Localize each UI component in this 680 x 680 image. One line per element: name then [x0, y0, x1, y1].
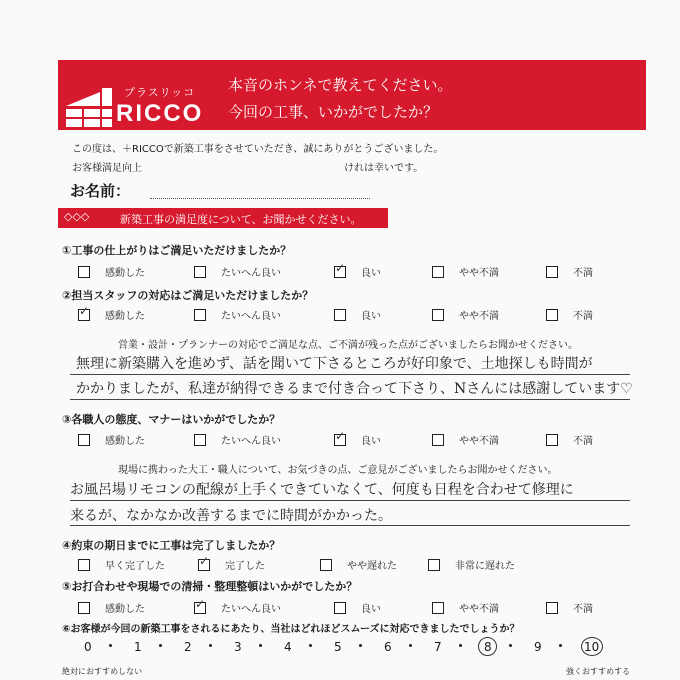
q1-option-1[interactable] — [78, 264, 145, 279]
name-field[interactable] — [150, 198, 370, 199]
check-icon: ✓ — [79, 303, 90, 318]
answer-rule — [70, 399, 630, 400]
selected-circle-icon — [478, 637, 497, 656]
scale-9[interactable]: 9 — [534, 640, 542, 654]
scale-6[interactable]: 6 — [384, 640, 392, 654]
q4-option-4[interactable] — [428, 557, 515, 572]
intro-line-1: この度は、＋RICCOで新築工事をさせていただき、誠にありがとうございました。 — [72, 144, 444, 155]
option-label: やや不満 — [459, 311, 499, 322]
q6-question: ⑥お客様が今回の新築工事をされるにあたり、当社はどれほどスムーズに対応できましたでしょうか？ — [62, 624, 520, 635]
q4-option-3[interactable] — [320, 557, 397, 572]
q2-option-2[interactable] — [194, 307, 281, 322]
q5-question: ⑤お打合わせや現場での清掃・整理整頓はいかがでしたか？ — [62, 580, 358, 593]
q3-answer-line-2: 来るが、なかなか改善するまでに時間がかかった。 — [70, 508, 392, 524]
q2-answer-line-1: 無理に新築購入を進めず、話を聞いて下さるところが好印象で、土地探しも時間が — [76, 356, 593, 372]
q3-option-5[interactable] — [546, 432, 593, 447]
checkbox[interactable] — [546, 434, 558, 446]
checkbox[interactable] — [334, 602, 346, 614]
option-label: やや不満 — [459, 604, 499, 615]
check-icon: ✓ — [335, 260, 346, 275]
option-label: やや不満 — [459, 268, 499, 279]
checkbox[interactable] — [78, 303, 90, 321]
q4-question: ④約束の期日までに工事は完了しましたか？ — [62, 539, 281, 552]
option-label: 早く完了した — [105, 561, 165, 572]
option-label: 感動した — [105, 604, 145, 615]
q2-option-5[interactable] — [546, 307, 593, 322]
option-label: やや不満 — [459, 436, 499, 447]
q2-option-3[interactable] — [334, 307, 381, 322]
option-label: 良い — [361, 268, 381, 279]
q1-option-5[interactable] — [546, 264, 593, 279]
q3-option-2[interactable] — [194, 432, 281, 447]
checkbox[interactable] — [334, 428, 346, 446]
option-label: 良い — [361, 604, 381, 615]
checkbox[interactable] — [546, 309, 558, 321]
scale-8[interactable]: 8 — [484, 640, 492, 654]
answer-rule — [70, 525, 630, 526]
checkbox[interactable] — [194, 309, 206, 321]
q3-option-4[interactable] — [432, 432, 499, 447]
q5-option-3[interactable] — [334, 600, 381, 615]
headline-2: 今回の工事、いかがでしたか？ — [228, 103, 439, 121]
scale-2[interactable]: 2 — [184, 640, 192, 654]
q5-option-2[interactable] — [194, 596, 281, 615]
scale-separator — [359, 644, 362, 647]
brand-name: RICCO — [116, 100, 204, 127]
q2-option-4[interactable] — [432, 307, 499, 322]
q2-option-1[interactable] — [78, 303, 145, 322]
scale-1[interactable]: 1 — [134, 640, 142, 654]
q5-option-4[interactable] — [432, 600, 499, 615]
scale-high-label: 強くおすすめする — [566, 667, 631, 676]
option-label: 感動した — [105, 436, 145, 447]
section-title: 新築工事の満足度について、お聞かせください。 — [120, 213, 362, 226]
check-icon: ✓ — [335, 428, 346, 443]
scale-separator — [209, 644, 212, 647]
option-label: たいへん良い — [221, 604, 281, 615]
checkbox[interactable] — [334, 260, 346, 278]
option-label: 不満 — [573, 311, 593, 322]
intro-line-2b: けれは幸いです。 — [344, 163, 424, 174]
scale-separator — [309, 644, 312, 647]
check-icon: ✓ — [195, 596, 206, 611]
scale-separator — [559, 644, 562, 647]
checkbox[interactable] — [78, 266, 90, 278]
option-label: たいへん良い — [221, 436, 281, 447]
diamond-icon: ◇◇◇ — [64, 210, 90, 223]
q1-option-2[interactable] — [194, 264, 281, 279]
headline-1: 本音のホンネで教えてください。 — [228, 76, 453, 94]
scale-separator — [459, 644, 462, 647]
brand-kana: プラスリッコ — [124, 86, 196, 99]
checkbox[interactable] — [546, 266, 558, 278]
q2-question: ②担当スタッフの対応はご満足いただけましたか？ — [62, 289, 314, 302]
checkbox[interactable] — [78, 434, 90, 446]
checkbox[interactable] — [432, 434, 444, 446]
answer-rule — [70, 500, 630, 501]
answer-rule — [70, 374, 630, 375]
option-label: 良い — [361, 311, 381, 322]
q3-sub-question: 現場に携わった大工・職人について、お気づきの点、ご意見がございましたらお聞かせください。 — [118, 465, 558, 476]
scale-separator — [259, 644, 262, 647]
option-label: 良い — [361, 436, 381, 447]
checkbox[interactable] — [194, 434, 206, 446]
checkbox[interactable] — [432, 266, 444, 278]
scale-0[interactable]: 0 — [84, 640, 92, 654]
option-label: 非常に遅れた — [455, 561, 515, 572]
scale-10[interactable]: 10 — [584, 640, 600, 654]
q3-option-3[interactable] — [334, 428, 381, 447]
q3-option-1[interactable] — [78, 432, 145, 447]
checkbox[interactable] — [78, 559, 90, 571]
option-label: 感動した — [105, 311, 145, 322]
intro-line-2a: お客様満足向上 — [72, 163, 142, 174]
ricco-logo-icon — [66, 88, 114, 128]
q4-option-2[interactable] — [198, 553, 265, 572]
option-label: 感動した — [105, 268, 145, 279]
option-label: たいへん良い — [221, 268, 281, 279]
option-label: たいへん良い — [221, 311, 281, 322]
option-label: 不満 — [573, 436, 593, 447]
option-label: 不満 — [573, 268, 593, 279]
q3-answer-line-1: お風呂場リモコンの配線が上手くできていなくて、何度も日程を合わせて修理に — [70, 482, 574, 498]
checkbox[interactable] — [432, 602, 444, 614]
scale-4[interactable]: 4 — [284, 640, 292, 654]
checkbox[interactable] — [428, 559, 440, 571]
checkbox[interactable] — [432, 309, 444, 321]
q1-option-3[interactable] — [334, 260, 381, 279]
scale-separator — [109, 644, 112, 647]
option-label: 完了した — [225, 561, 265, 572]
scale-separator — [159, 644, 162, 647]
q2-sub-question: 営業・設計・プランナーの対応でご満足な点、ご不満が残った点がございましたらお聞かせください。 — [118, 340, 578, 351]
q1-question: ①工事の仕上がりはご満足いただけましたか？ — [62, 244, 292, 257]
scale-low-label: 絶対におすすめしない — [62, 667, 143, 676]
checkbox[interactable] — [194, 596, 206, 614]
circle-icon — [581, 637, 603, 656]
recommendation-scale — [84, 640, 604, 660]
checkbox[interactable] — [78, 602, 90, 614]
scale-3[interactable]: 3 — [234, 640, 242, 654]
check-icon: ✓ — [199, 553, 210, 568]
checkbox[interactable] — [320, 559, 332, 571]
section-bar — [58, 208, 388, 228]
checkbox[interactable] — [334, 309, 346, 321]
option-label: 不満 — [573, 604, 593, 615]
name-label: お名前： — [70, 182, 131, 200]
q4-option-1[interactable] — [78, 557, 165, 572]
q5-option-1[interactable] — [78, 600, 145, 615]
scale-separator — [509, 644, 512, 647]
scale-separator — [409, 644, 412, 647]
q1-option-4[interactable] — [432, 264, 499, 279]
q5-option-5[interactable] — [546, 600, 593, 615]
scale-7[interactable]: 7 — [434, 640, 442, 654]
checkbox[interactable] — [546, 602, 558, 614]
q2-answer-line-2: かかりましたが、私達が納得できるまで付き合って下さり、Nさんには感謝しています♡ — [76, 381, 633, 397]
scale-5[interactable]: 5 — [334, 640, 342, 654]
q3-question: ③各職人の態度、マナーはいかがでしたか？ — [62, 413, 281, 426]
checkbox[interactable] — [194, 266, 206, 278]
checkbox[interactable] — [198, 553, 210, 571]
option-label: やや遅れた — [347, 561, 397, 572]
